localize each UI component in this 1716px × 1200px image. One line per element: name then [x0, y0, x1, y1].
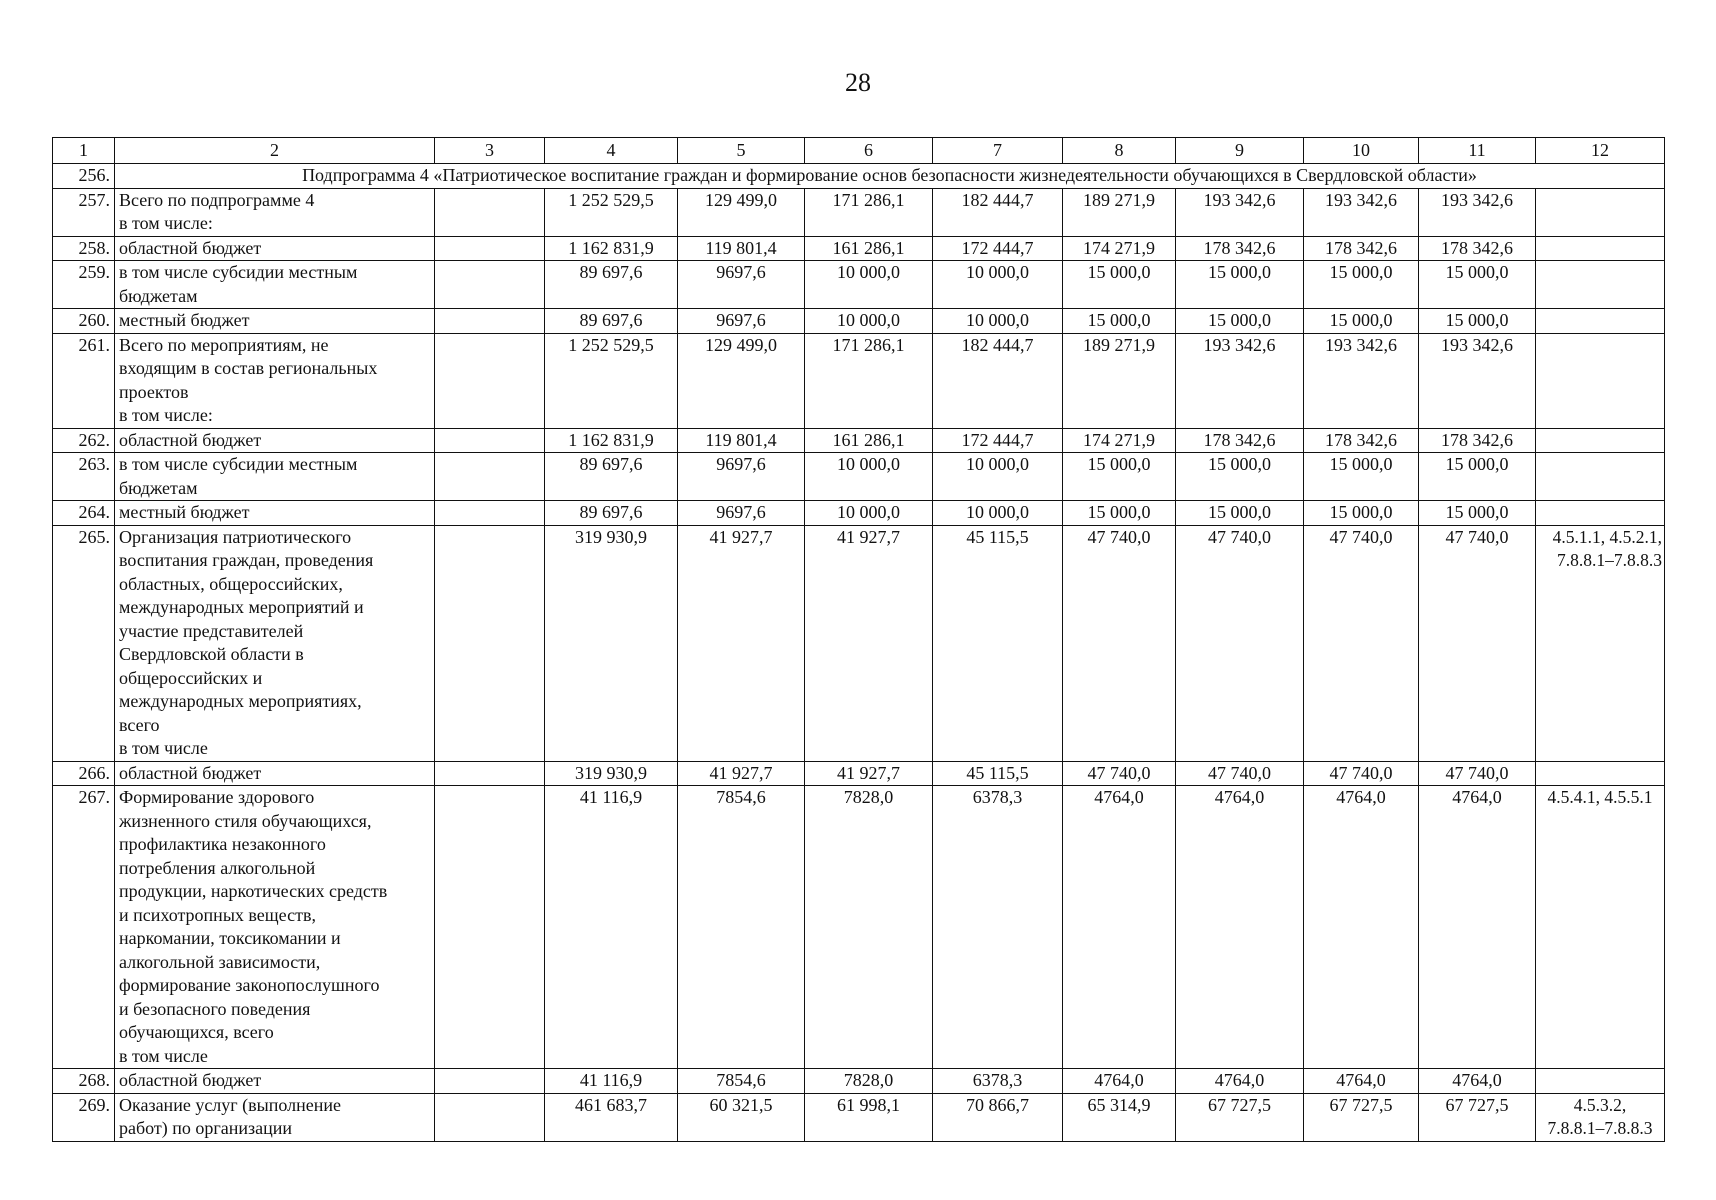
amount-cell: 41 927,7 — [678, 761, 805, 786]
amount-cell: 47 740,0 — [1176, 525, 1304, 761]
amount-cell: 9697,6 — [678, 453, 805, 501]
header-cell: 4 — [545, 138, 678, 164]
amount-cell: 47 740,0 — [1419, 761, 1536, 786]
amount-cell: 319 930,9 — [545, 761, 678, 786]
row-number: 268. — [53, 1069, 115, 1094]
table-row — [53, 1093, 1665, 1141]
row-number: 257. — [53, 188, 115, 236]
reference-cell — [1536, 428, 1665, 453]
amount-cell: 161 286,1 — [805, 236, 933, 261]
row-number: 261. — [53, 333, 115, 428]
row-number: 262. — [53, 428, 115, 453]
amount-cell: 15 000,0 — [1176, 261, 1304, 309]
column-3-cell — [435, 501, 545, 526]
amount-cell: 4764,0 — [1063, 1069, 1176, 1094]
amount-cell: 67 727,5 — [1304, 1093, 1419, 1141]
amount-cell: 178 342,6 — [1419, 428, 1536, 453]
reference-cell — [1536, 453, 1665, 501]
amount-cell: 15 000,0 — [1419, 453, 1536, 501]
amount-cell: 67 727,5 — [1419, 1093, 1536, 1141]
amount-cell: 9697,6 — [678, 501, 805, 526]
header-cell: 11 — [1419, 138, 1536, 164]
row-number: 266. — [53, 761, 115, 786]
row-label: Всего по подпрограмме 4 в том числе: — [115, 188, 435, 236]
amount-cell: 10 000,0 — [933, 453, 1063, 501]
table-row — [53, 188, 1665, 236]
amount-cell: 89 697,6 — [545, 501, 678, 526]
amount-cell: 15 000,0 — [1063, 261, 1176, 309]
amount-cell: 15 000,0 — [1176, 309, 1304, 334]
amount-cell: 7854,6 — [678, 786, 805, 1069]
table-row — [53, 453, 1665, 501]
amount-cell: 4764,0 — [1304, 786, 1419, 1069]
table-row — [53, 786, 1665, 1069]
amount-cell: 41 116,9 — [545, 1069, 678, 1094]
amount-cell: 47 740,0 — [1063, 761, 1176, 786]
column-3-cell — [435, 453, 545, 501]
amount-cell: 174 271,9 — [1063, 236, 1176, 261]
reference-cell — [1536, 236, 1665, 261]
amount-cell: 15 000,0 — [1063, 309, 1176, 334]
row-number: 260. — [53, 309, 115, 334]
amount-cell: 15 000,0 — [1063, 501, 1176, 526]
row-label: местный бюджет — [115, 309, 435, 334]
amount-cell: 10 000,0 — [805, 501, 933, 526]
amount-cell: 171 286,1 — [805, 188, 933, 236]
row-label: местный бюджет — [115, 501, 435, 526]
amount-cell: 1 252 529,5 — [545, 188, 678, 236]
row-number: 264. — [53, 501, 115, 526]
row-label: областной бюджет — [115, 1069, 435, 1094]
row-label: в том числе субсидии местным бюджетам — [115, 453, 435, 501]
row-label: областной бюджет — [115, 236, 435, 261]
header-cell: 8 — [1063, 138, 1176, 164]
amount-cell: 47 740,0 — [1419, 525, 1536, 761]
header-cell: 6 — [805, 138, 933, 164]
row-label: Оказание услуг (выполнение работ) по организации — [115, 1093, 435, 1141]
amount-cell: 182 444,7 — [933, 188, 1063, 236]
amount-cell: 15 000,0 — [1176, 501, 1304, 526]
column-3-cell — [435, 761, 545, 786]
amount-cell: 1 162 831,9 — [545, 428, 678, 453]
amount-cell: 4764,0 — [1419, 1069, 1536, 1094]
row-label: в том числе субсидии местным бюджетам — [115, 261, 435, 309]
amount-cell: 461 683,7 — [545, 1093, 678, 1141]
amount-cell: 10 000,0 — [933, 501, 1063, 526]
column-3-cell — [435, 236, 545, 261]
amount-cell: 89 697,6 — [545, 453, 678, 501]
amount-cell: 15 000,0 — [1304, 453, 1419, 501]
amount-cell: 6378,3 — [933, 786, 1063, 1069]
header-cell: 2 — [115, 138, 435, 164]
amount-cell: 4764,0 — [1419, 786, 1536, 1069]
amount-cell: 193 342,6 — [1419, 333, 1536, 428]
table-row — [53, 261, 1665, 309]
amount-cell: 4764,0 — [1304, 1069, 1419, 1094]
amount-cell: 9697,6 — [678, 309, 805, 334]
amount-cell: 47 740,0 — [1176, 761, 1304, 786]
amount-cell: 178 342,6 — [1419, 236, 1536, 261]
amount-cell: 10 000,0 — [933, 309, 1063, 334]
column-3-cell — [435, 786, 545, 1069]
column-3-cell — [435, 1069, 545, 1094]
amount-cell: 67 727,5 — [1176, 1093, 1304, 1141]
header-cell: 7 — [933, 138, 1063, 164]
row-label: областной бюджет — [115, 761, 435, 786]
amount-cell: 41 116,9 — [545, 786, 678, 1069]
amount-cell: 178 342,6 — [1176, 236, 1304, 261]
reference-cell — [1536, 309, 1665, 334]
amount-cell: 15 000,0 — [1063, 453, 1176, 501]
row-number: 269. — [53, 1093, 115, 1141]
amount-cell: 129 499,0 — [678, 333, 805, 428]
column-3-cell — [435, 525, 545, 761]
budget-table — [52, 137, 1665, 1142]
table-row — [53, 761, 1665, 786]
row-number: 265. — [53, 525, 115, 761]
table-row — [53, 309, 1665, 334]
amount-cell: 193 342,6 — [1304, 333, 1419, 428]
reference-cell — [1536, 501, 1665, 526]
reference-cell — [1536, 1069, 1665, 1094]
column-3-cell — [435, 1093, 545, 1141]
amount-cell: 70 866,7 — [933, 1093, 1063, 1141]
amount-cell: 15 000,0 — [1419, 309, 1536, 334]
amount-cell: 1 252 529,5 — [545, 333, 678, 428]
reference-cell — [1536, 333, 1665, 428]
amount-cell: 172 444,7 — [933, 236, 1063, 261]
amount-cell: 174 271,9 — [1063, 428, 1176, 453]
header-cell: 5 — [678, 138, 805, 164]
amount-cell: 15 000,0 — [1419, 501, 1536, 526]
column-3-cell — [435, 261, 545, 309]
amount-cell: 9697,6 — [678, 261, 805, 309]
row-label: Организация патриотического воспитания граждан, проведения областных, общероссийских, международных мероприятий и участие представителей Свердловской области в общероссийских и международных мероприятиях, всего в том числе — [115, 525, 435, 761]
amount-cell: 41 927,7 — [805, 525, 933, 761]
amount-cell: 15 000,0 — [1304, 261, 1419, 309]
amount-cell: 47 740,0 — [1063, 525, 1176, 761]
header-cell: 9 — [1176, 138, 1304, 164]
column-3-cell — [435, 309, 545, 334]
amount-cell: 47 740,0 — [1304, 525, 1419, 761]
header-cell: 1 — [53, 138, 115, 164]
amount-cell: 15 000,0 — [1176, 453, 1304, 501]
amount-cell: 129 499,0 — [678, 188, 805, 236]
subprogram-title: Подпрограмма 4 «Патриотическое воспитание граждан и формирование основ безопасности жизнедеятельности обучающихся в Свердловской области» — [115, 164, 1665, 189]
row-label: областной бюджет — [115, 428, 435, 453]
reference-cell — [1536, 188, 1665, 236]
amount-cell: 193 342,6 — [1419, 188, 1536, 236]
table-header-row — [53, 138, 1665, 164]
amount-cell: 161 286,1 — [805, 428, 933, 453]
amount-cell: 178 342,6 — [1176, 428, 1304, 453]
amount-cell: 182 444,7 — [933, 333, 1063, 428]
row-number: 256. — [53, 164, 115, 189]
amount-cell: 7828,0 — [805, 786, 933, 1069]
table-row — [53, 1069, 1665, 1094]
amount-cell: 10 000,0 — [805, 261, 933, 309]
amount-cell: 15 000,0 — [1304, 501, 1419, 526]
amount-cell: 193 342,6 — [1176, 333, 1304, 428]
table-row — [53, 333, 1665, 428]
amount-cell: 10 000,0 — [805, 453, 933, 501]
amount-cell: 7854,6 — [678, 1069, 805, 1094]
amount-cell: 119 801,4 — [678, 428, 805, 453]
amount-cell: 61 998,1 — [805, 1093, 933, 1141]
reference-cell: 4.5.3.2, 7.8.8.1–7.8.8.3 — [1536, 1093, 1665, 1141]
reference-cell — [1536, 761, 1665, 786]
amount-cell: 319 930,9 — [545, 525, 678, 761]
amount-cell: 178 342,6 — [1304, 428, 1419, 453]
header-cell: 10 — [1304, 138, 1419, 164]
amount-cell: 15 000,0 — [1419, 261, 1536, 309]
row-number: 259. — [53, 261, 115, 309]
reference-cell — [1536, 261, 1665, 309]
column-3-cell — [435, 188, 545, 236]
reference-cell: 4.5.4.1, 4.5.5.1 — [1536, 786, 1665, 1069]
amount-cell: 41 927,7 — [805, 761, 933, 786]
amount-cell: 45 115,5 — [933, 525, 1063, 761]
row-number: 267. — [53, 786, 115, 1069]
row-label: Всего по мероприятиям, не входящим в состав региональных проектов в том числе: — [115, 333, 435, 428]
column-3-cell — [435, 428, 545, 453]
amount-cell: 65 314,9 — [1063, 1093, 1176, 1141]
table-row — [53, 236, 1665, 261]
amount-cell: 10 000,0 — [805, 309, 933, 334]
amount-cell: 89 697,6 — [545, 261, 678, 309]
amount-cell: 189 271,9 — [1063, 333, 1176, 428]
amount-cell: 10 000,0 — [933, 261, 1063, 309]
amount-cell: 4764,0 — [1063, 786, 1176, 1069]
subprogram-row — [53, 164, 1665, 189]
amount-cell: 60 321,5 — [678, 1093, 805, 1141]
amount-cell: 47 740,0 — [1304, 761, 1419, 786]
table-row — [53, 525, 1665, 761]
amount-cell: 172 444,7 — [933, 428, 1063, 453]
amount-cell: 193 342,6 — [1176, 188, 1304, 236]
row-label: Формирование здорового жизненного стиля обучающихся, профилактика незаконного потребления алкогольной продукции, наркотических средств и психотропных веществ, наркомании, токсикомании и алкогольной зависимости, формирование законопослушного и безопасного поведения обучающихся, всего в том числе — [115, 786, 435, 1069]
amount-cell: 45 115,5 — [933, 761, 1063, 786]
amount-cell: 4764,0 — [1176, 786, 1304, 1069]
table-row — [53, 428, 1665, 453]
row-number: 258. — [53, 236, 115, 261]
column-3-cell — [435, 333, 545, 428]
amount-cell: 6378,3 — [933, 1069, 1063, 1094]
amount-cell: 119 801,4 — [678, 236, 805, 261]
amount-cell: 178 342,6 — [1304, 236, 1419, 261]
amount-cell: 1 162 831,9 — [545, 236, 678, 261]
row-number: 263. — [53, 453, 115, 501]
amount-cell: 41 927,7 — [678, 525, 805, 761]
amount-cell: 189 271,9 — [1063, 188, 1176, 236]
amount-cell: 4764,0 — [1176, 1069, 1304, 1094]
reference-cell: 4.5.1.1, 4.5.2.1, 7.8.8.1–7.8.8.3 — [1536, 525, 1665, 761]
table-row — [53, 501, 1665, 526]
page-number: 28 — [845, 68, 871, 97]
amount-cell: 89 697,6 — [545, 309, 678, 334]
amount-cell: 7828,0 — [805, 1069, 933, 1094]
header-cell: 12 — [1536, 138, 1665, 164]
amount-cell: 193 342,6 — [1304, 188, 1419, 236]
amount-cell: 15 000,0 — [1304, 309, 1419, 334]
header-cell: 3 — [435, 138, 545, 164]
amount-cell: 171 286,1 — [805, 333, 933, 428]
